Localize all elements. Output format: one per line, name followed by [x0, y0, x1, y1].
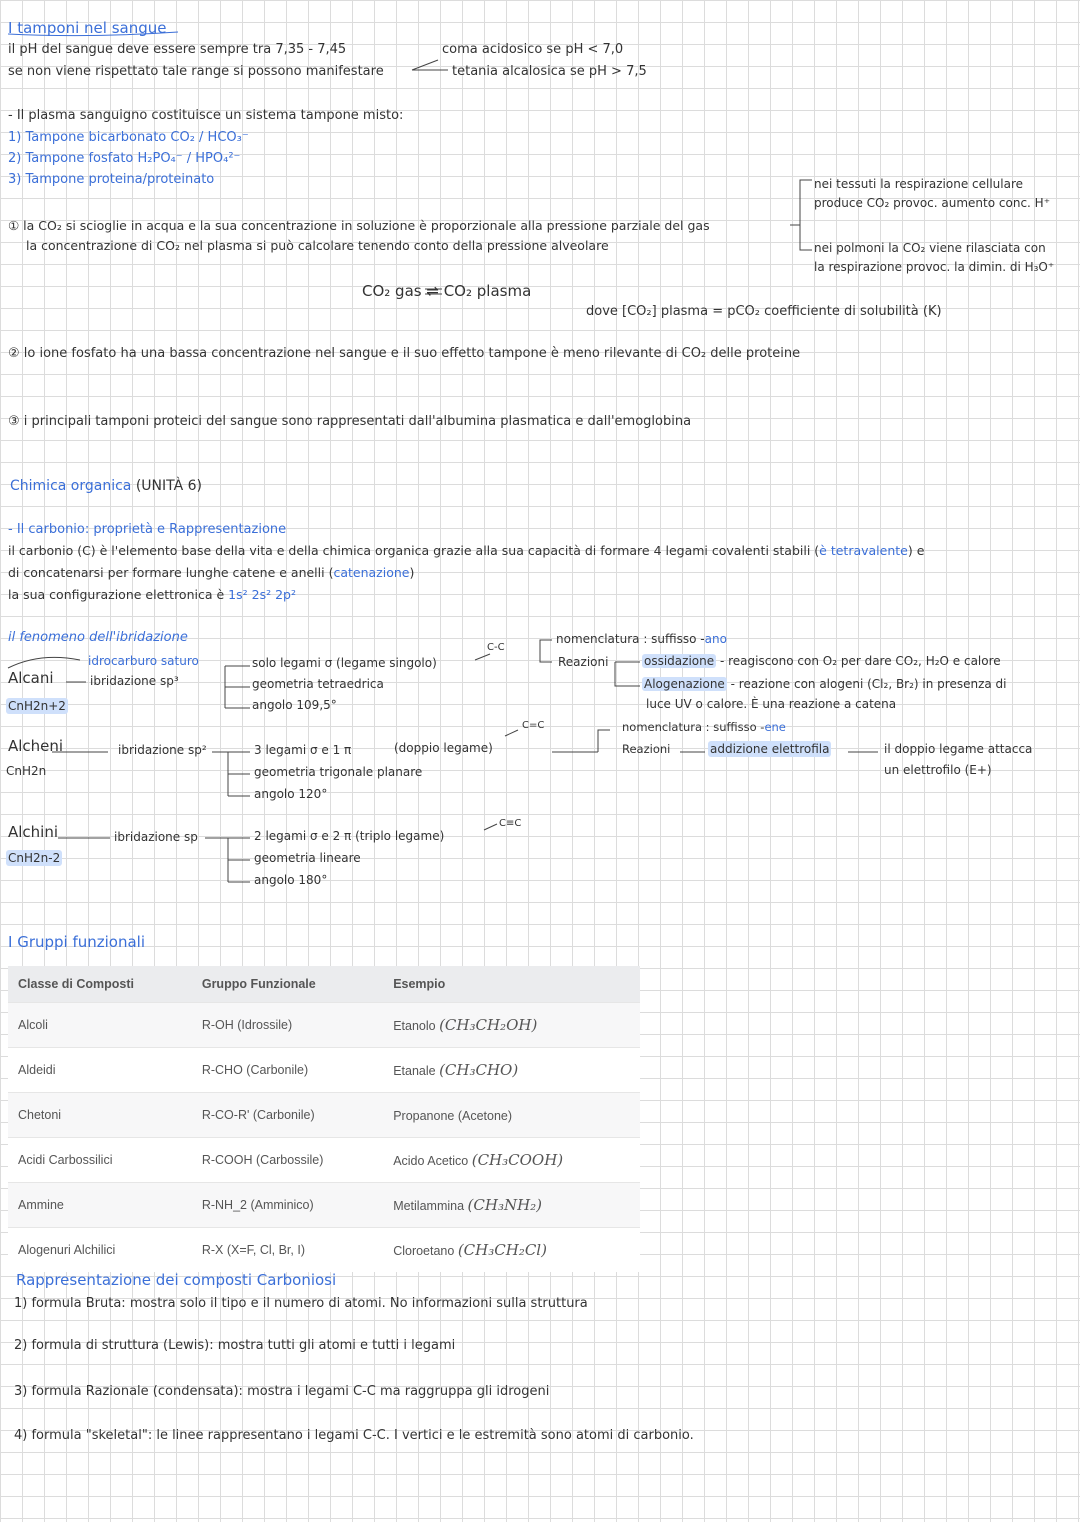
co2-formula: dove [CO₂] plasma = pCO₂ coefficiente di solubilità (K): [586, 304, 942, 319]
hybridization-heading: il fenomeno dell'ibridazione: [8, 630, 188, 645]
co2-equilibrium: CO₂ gas ⇌ CO₂ plasma: [362, 282, 532, 300]
table-row: [8, 1048, 640, 1093]
representation-item-1: 1) formula Bruta: mostra solo il tipo e il numero di atomi. No informazioni sulla struttura: [14, 1296, 588, 1311]
organic-unit: (UNITÀ 6): [135, 478, 202, 494]
alkenes-prop-2: geometria trigonale planare: [254, 765, 423, 779]
cell-class: Acidi Carbossilici: [8, 1138, 192, 1183]
example-name: Cloroetano: [393, 1244, 455, 1258]
alkynes-prop-3: angolo 180°: [254, 873, 328, 887]
functional-groups-table: [8, 966, 640, 1272]
tissues-line-b: produce CO₂ provoc. aumento conc. H⁺: [814, 196, 1051, 210]
carbon-line-2-end: ): [409, 565, 415, 580]
cell-group: R-X (X=F, Cl, Br, I): [192, 1228, 383, 1273]
representation-item-3: 3) formula Razionale (condensata): mostra i legami C-C ma raggruppa gli idrogeni: [14, 1384, 550, 1399]
note-1-line-a: ① la CO₂ si scioglie in acqua e la sua concentrazione in soluzione è proporzionale alla pressione parziale del gas: [8, 218, 710, 233]
table-row: [8, 1093, 640, 1138]
catenation-label: catenazione: [333, 565, 410, 580]
alkenes-nomenclature-row: [622, 719, 786, 735]
alkanes-reactions-label: Reazioni: [558, 655, 609, 669]
cell-group: R-CHO (Carbonile): [192, 1048, 383, 1093]
alkanes-saturated-note: idrocarburo saturo: [88, 654, 199, 668]
alkanes-reaction-1-row: [642, 653, 1001, 669]
cell-class: Alcoli: [8, 1003, 192, 1048]
table-row: [8, 1183, 640, 1228]
cell-group: R-OH (Idrossile): [192, 1003, 383, 1048]
cell-example: [383, 1183, 640, 1228]
carbon-line-1: [8, 543, 924, 559]
organic-title-row: [10, 478, 202, 494]
alkanes-reaction-2-row: [642, 676, 1007, 692]
table-row: [8, 1138, 640, 1183]
electron-config: 1s² 2s² 2p²: [228, 587, 296, 602]
electrophilic-addition-label: addizione elettrofila: [710, 742, 830, 756]
cell-example: [383, 1138, 640, 1183]
representation-item-2: 2) formula di struttura (Lewis): mostra tutti gli atomi e tutti i legami: [14, 1338, 456, 1353]
example-formula: (CH₃CHO): [439, 1061, 519, 1079]
range-violation-text: se non viene rispettato tale range si possono manifestare: [8, 64, 384, 79]
cell-group: R-NH_2 (Amminico): [192, 1183, 383, 1228]
halogenation-label: Alogenazione: [644, 677, 725, 691]
organic-title: Chimica organica: [10, 478, 132, 494]
alkanes-nomenclature: nomenclatura : suffisso -: [556, 632, 705, 646]
section-title-buffers: I tamponi nel sangue: [8, 19, 167, 37]
alkynes-prop-1: 2 legami σ e 2 π (triplo legame): [254, 829, 445, 843]
alkenes-reaction-text-b: un elettrofilo (E+): [884, 763, 992, 777]
alkanes-nomenclature-row: [556, 631, 727, 647]
example-name: Etanale: [393, 1064, 436, 1078]
alkenes-prop-1: 3 legami σ e 1 π: [254, 743, 352, 757]
alkenes-hybrid: ibridazione sp²: [118, 743, 207, 757]
alkynes-formula: CnH2n-2: [8, 851, 61, 865]
tissues-line-a: nei tessuti la respirazione cellulare: [814, 177, 1024, 191]
table-row: [8, 1228, 640, 1273]
example-name: Propanone (Acetone): [393, 1109, 513, 1123]
alkynes-bond: C≡C: [499, 818, 522, 829]
cell-class: Aldeidi: [8, 1048, 192, 1093]
config-label: la sua configurazione elettronica è: [8, 587, 225, 602]
cell-group: R-CO-R' (Carbonile): [192, 1093, 383, 1138]
alkanes-suffix: ano: [704, 632, 727, 646]
alkanes-bond: C-C: [487, 642, 505, 653]
alkenes-formula: CnH2n: [6, 764, 47, 778]
alkenes-nomenclature: nomenclatura : suffisso -: [622, 720, 765, 734]
halogenation-text: - reazione con alogeni (Cl₂, Br₂) in presenza di: [730, 677, 1007, 691]
representation-title: Rappresentazione dei composti Carboniosi: [16, 1271, 337, 1289]
alkenes-bond-note: (doppio legame): [394, 741, 493, 755]
carbon-line-2-text: di concatenarsi per formare lunghe catene e anelli (: [8, 565, 334, 580]
alkynes-prop-2: geometria lineare: [254, 851, 361, 865]
cell-example: [383, 1093, 640, 1138]
functional-groups-title: I Gruppi funzionali: [8, 933, 146, 951]
example-formula: (CH₃CH₂Cl): [457, 1241, 547, 1259]
lungs-line-a: nei polmoni la CO₂ viene rilasciata con: [814, 241, 1046, 255]
buffer-item-3: 3) Tampone proteina/proteinato: [8, 172, 215, 187]
alkanes-prop-2: geometria tetraedrica: [252, 677, 384, 691]
oxidation-label: ossidazione: [644, 654, 715, 668]
cell-example: [383, 1048, 640, 1093]
buffer-item-2: 2) Tampone fosfato H₂PO₄⁻ / HPO₄²⁻: [8, 151, 241, 166]
alkynes-name: Alchini: [8, 823, 59, 841]
example-formula: (CH₃COOH): [471, 1151, 564, 1169]
carbon-heading: - Il carbonio: proprietà e Rappresentazione: [8, 522, 287, 537]
note-1-line-b: la concentrazione di CO₂ nel plasma si può calcolare tenendo conto della pressione alveolare: [26, 238, 609, 253]
alkenes-prop-3: angolo 120°: [254, 787, 328, 801]
cell-group: R-COOH (Carbossile): [192, 1138, 383, 1183]
oxidation-text: - reagiscono con O₂ per dare CO₂, H₂O e calore: [719, 654, 1001, 668]
alkenes-bond: C=C: [522, 720, 545, 731]
table-row: [8, 1003, 640, 1048]
carbon-line-1-text: il carbonio (C) è l'elemento base della vita e della chimica organica grazie alla sua capacità di formare 4 legami covalenti stabili (: [8, 543, 820, 558]
acidosis-text: coma acidosico se pH < 7,0: [442, 42, 624, 57]
example-name: Etanolo: [393, 1019, 436, 1033]
example-name: Metilammina: [393, 1199, 465, 1213]
alkanes-name: Alcani: [8, 669, 54, 687]
cell-class: Chetoni: [8, 1093, 192, 1138]
example-name: Acido Acetico: [393, 1154, 469, 1168]
representation-item-4: 4) formula "skeletal": le linee rappresentano i legami C-C. I vertici e le estremità sono atomi di carbonio.: [14, 1428, 694, 1443]
config-line: [8, 587, 296, 603]
cell-example: [383, 1228, 640, 1273]
cell-example: [383, 1003, 640, 1048]
alkanes-prop-1: solo legami σ (legame singolo): [252, 656, 437, 670]
alkanes-hybrid: ibridazione sp³: [90, 674, 179, 688]
alkanes-formula: CnH2n+2: [8, 699, 66, 713]
example-formula: (CH₃NH₂): [467, 1196, 543, 1214]
table-header-row: [8, 966, 640, 1003]
cell-class: Ammine: [8, 1183, 192, 1228]
cell-class: Alogenuri Alchilici: [8, 1228, 192, 1273]
halogenation-text-b: luce UV o calore. È una reazione a catena: [646, 697, 897, 711]
alkalosis-text: tetania alcalosica se pH > 7,5: [452, 64, 647, 79]
buffer-item-1: 1) Tampone bicarbonato CO₂ / HCO₃⁻: [8, 130, 249, 145]
alkanes-prop-3: angolo 109,5°: [252, 698, 337, 712]
alkenes-name: Alcheni: [8, 737, 64, 755]
note-3: ③ i principali tamponi proteici del sangue sono rappresentati dall'albumina plasmatica e dall'emoglobina: [8, 414, 692, 429]
header-example: Esempio: [383, 966, 640, 1003]
alkenes-suffix: ene: [764, 720, 786, 734]
alkenes-reaction-text-a: il doppio legame attacca: [884, 742, 1033, 756]
carbon-line-1-end: ) e: [907, 543, 925, 558]
note-2: ② lo ione fosfato ha una bassa concentrazione nel sangue e il suo effetto tampone è meno rilevante di CO₂ delle proteine: [8, 346, 801, 361]
header-group: Gruppo Funzionale: [192, 966, 383, 1003]
header-class: Classe di Composti: [8, 966, 192, 1003]
alkynes-hybrid: ibridazione sp: [114, 830, 198, 844]
lungs-line-b: la respirazione provoc. la dimin. di H₃O⁺: [814, 260, 1055, 274]
alkenes-reactions-label: Reazioni: [622, 742, 671, 756]
ph-range-text: il pH del sangue deve essere sempre tra 7,35 - 7,45: [8, 42, 347, 57]
tetravalent-label: è tetravalente: [819, 543, 908, 558]
carbon-line-2: [8, 565, 414, 581]
example-formula: (CH₃CH₂OH): [439, 1016, 538, 1034]
plasma-intro: - Il plasma sanguigno costituisce un sistema tampone misto:: [8, 108, 404, 123]
